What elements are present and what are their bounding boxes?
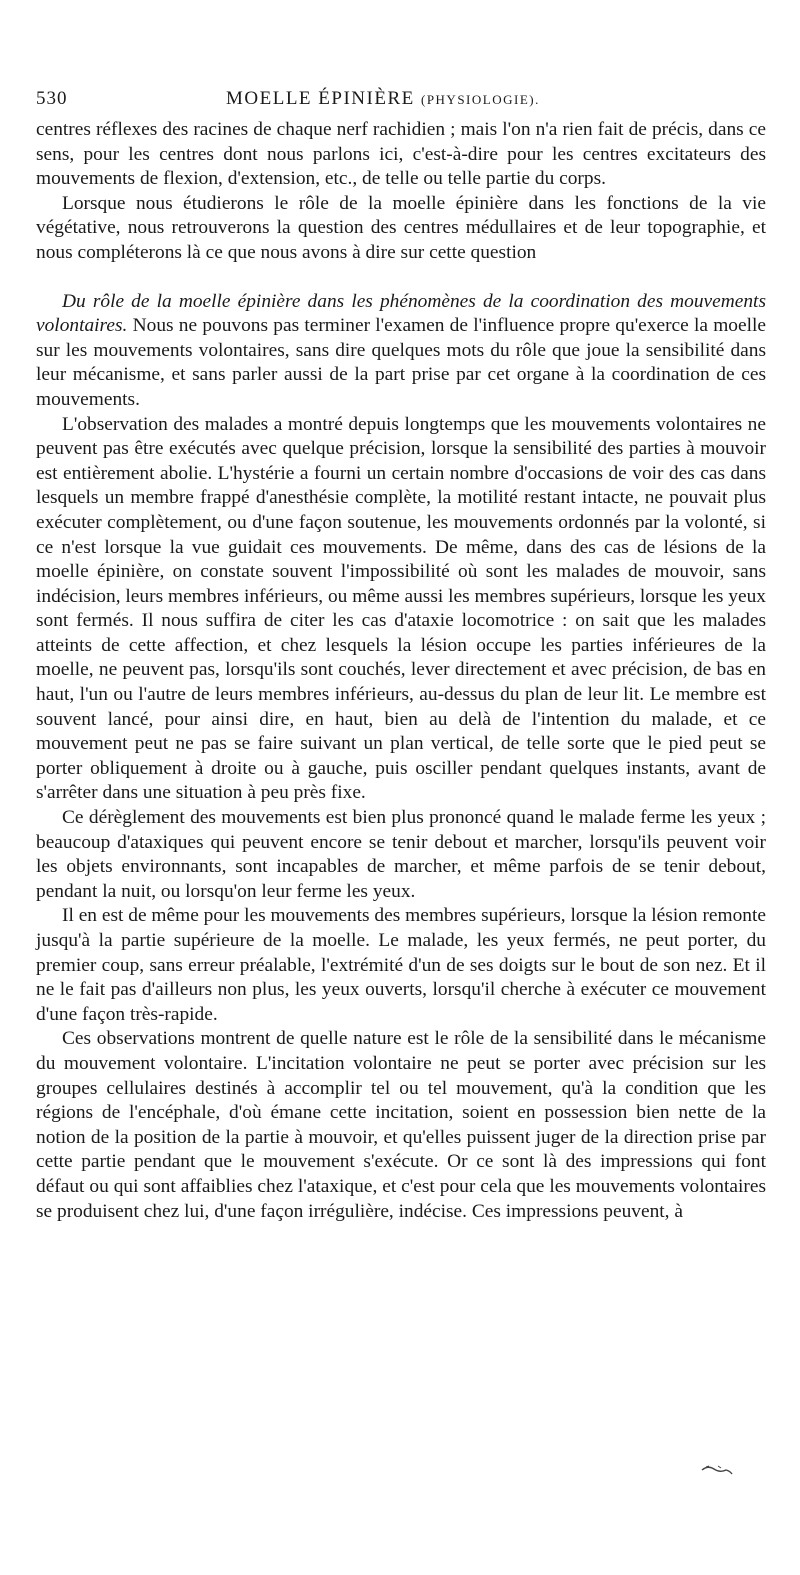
- body-text: [36, 118, 766, 1224]
- paragraph-3: [36, 290, 766, 413]
- paragraph-3-text: Nous ne pouvons pas terminer l'examen de l'influence propre qu'exerce la moelle sur les mouvements volontaires, sans dire quelques mots du rôle que joue la sensibilité dans leur mécanisme, et sans parler aussi de la part prise par cet organe à la coordination de ces mouvements.: [36, 315, 766, 410]
- page-number: 530: [36, 88, 68, 109]
- paragraph-5: Ce dérèglement des mouvements est bien plus prononcé quand le malade ferme les yeux ; beaucoup d'ataxiques qui peuvent encore se tenir debout et marcher, lorsqu'ils peuvent voir les objets environnants, sont incapables de marcher, et même parfois de se tenir debout, pendant la nuit, ou lorsqu'on leur ferme les yeux.: [36, 807, 766, 902]
- paragraph-7: Ces observations montrent de quelle nature est le rôle de la sensibilité dans le mécanisme du mouvement volontaire. L'incitation volontaire ne peut se porter avec précision sur les groupes cellulaires destinés à accomplir tel ou tel mouvement, qu'à la condition que les régions de l'encéphale, d'où émane cette incitation, soient en possession bien nette de la notion de la position de la partie à mouvoir, et qu'elles puissent juger de la direction prise par cette partie pendant que le mouvement s'exécute. Or ce sont là des impressions qui font défaut ou qui sont affaiblies chez l'ataxique, et c'est pour cela que les mouvements volontaires se produisent chez lui, d'une façon irrégulière, indécise. Ces impressions peuvent, à: [36, 1028, 766, 1222]
- chapter-title-sub: (PHYSIOLOGIE).: [420, 92, 540, 107]
- chapter-title-main: MOELLE ÉPINIÈRE: [226, 88, 415, 109]
- chapter-title: [226, 88, 540, 110]
- book-page: [36, 88, 766, 1224]
- paragraph-4: L'observation des malades a montré depuis longtemps que les mouvements volontaires ne peuvent pas être exécutés avec quelque précision, lorsque la sensibilité des parties à mouvoir est entièrement abolie. L'hystérie a fourni un certain nombre d'occasions de voir des cas dans lesquels un membre frappé d'anesthésie complète, la motilité restant intacte, ne pouvait plus exécuter complètement, ou d'une façon soutenue, les mouvements ordonnés par la volonté, si ce n'est lorsque la vue guidait ces mouvements. De même, dans des cas de lésions de la moelle épinière, on constate souvent l'impossibilité où sont les malades de mouvoir, sans indécision, leurs membres inférieurs, ou même aussi les membres supérieurs, lorsque les yeux sont fermés. Il nous suffira de citer les cas d'ataxie locomotrice : on sait que les malades atteints de cette affection, et chez lesquels la lésion occupe les parties inférieures de la moelle, ne peuvent pas, lorsqu'ils sont couchés, lever directement et avec précision, de bas en haut, l'un ou l'autre de leurs membres inférieurs, au-dessus du plan de leur lit. Le membre est souvent lancé, pour ainsi dire, en haut, bien au delà de l'intention du malade, et ce mouvement peut ne pas se faire suivant un plan vertical, de telle sorte que le pied peut se porter obliquement à droite ou à gauche, puis osciller pendant quelques instants, avant de s'arrêter dans une situation à peu près fixe.: [36, 413, 766, 804]
- ink-mark-ornament: [700, 1462, 734, 1476]
- paragraph-6: Il en est de même pour les mouvements des membres supérieurs, lorsque la lésion remonte jusqu'à la partie supérieure de la moelle. Le malade, les yeux fermés, ne peut porter, du premier coup, sans erreur préalable, l'extrémité d'un de ses doigts sur le bout de son nez. Et il ne le fait pas d'ailleurs non plus, les yeux ouverts, lorsqu'il cherche à exécuter ce mouvement d'une façon très-rapide.: [36, 905, 766, 1025]
- section-heading: Du rôle de la moelle épinière dans les phénomènes de la coordination des mouvements volontaires.: [36, 290, 766, 337]
- paragraph-1: centres réflexes des racines de chaque nerf rachidien ; mais l'on n'a rien fait de précis, dans ce sens, pour les centres dont nous parlons ici, c'est-à-dire pour les centres excitateurs des mouvements de flexion, d'extension, etc., de telle ou telle partie du corps.: [36, 119, 766, 190]
- paragraph-2: Lorsque nous étudierons le rôle de la moelle épinière dans les fonctions de la vie végétative, nous retrouverons la question des centres médullaires et de leur topographie, et nous compléterons là ce que nous avons à dire sur cette question: [36, 192, 766, 263]
- running-head: [36, 88, 766, 118]
